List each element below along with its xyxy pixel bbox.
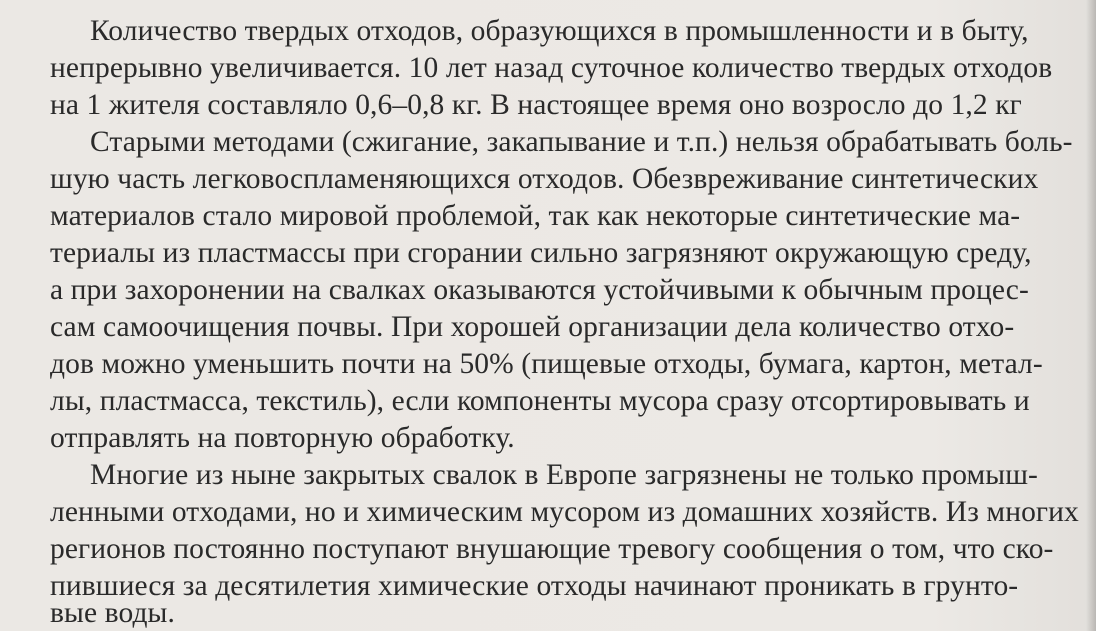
text-line: вые воды. xyxy=(50,597,175,629)
text-line: Старыми методами (сжигание, закапывание и т.п.) нельзя обрабатывать боль- xyxy=(90,126,1073,158)
text-line: шую часть легковоспламеняющихся отходов. Обезвреживание синтетических xyxy=(50,163,1039,195)
page-edge-shadow xyxy=(1086,0,1096,631)
text-line: непрерывно увеличивается. 10 лет назад суточное количество твердых отходов xyxy=(50,52,1053,84)
text-line: Многие из ныне закрытых свалок в Европе загрязнены не только промыш- xyxy=(90,459,1038,491)
text-line: Количество твердых отходов, образующихся в промышленности и в быту, xyxy=(90,15,1029,47)
text-line: сам самоочищения почвы. При хорошей организации дела количество отхо- xyxy=(50,311,1015,343)
text-line: на 1 жителя составляло 0,6–0,8 кг. В настоящее время оно возросло до 1,2 кг xyxy=(50,89,1022,121)
text-line: пившиеся за десятилетия химические отходы начинают проникать в грунто- xyxy=(50,570,1019,602)
text-line: дов можно уменьшить почти на 50% (пищевые отходы, бумага, картон, метал- xyxy=(50,348,1043,380)
text-line: материалов стало мировой проблемой, так как некоторые синтетические ма- xyxy=(50,200,1021,232)
text-line: лы, пластмасса, текстиль), если компоненты мусора сразу отсортировывать и xyxy=(50,385,1030,417)
text-line: регионов постоянно поступают внушающие тревогу сообщения о том, что ско- xyxy=(50,533,1054,565)
text-line: отправлять на повторную обработку. xyxy=(50,422,515,454)
text-line: ленными отходами, но и химическим мусором из домашних хозяйств. Из многих xyxy=(50,496,1079,528)
text-line: а при захоронении на свалках оказываются устойчивыми к обычным процес- xyxy=(50,274,1029,306)
text-line: териалы из пластмассы при сгорании сильно загрязняют окружающую среду, xyxy=(50,237,1032,269)
